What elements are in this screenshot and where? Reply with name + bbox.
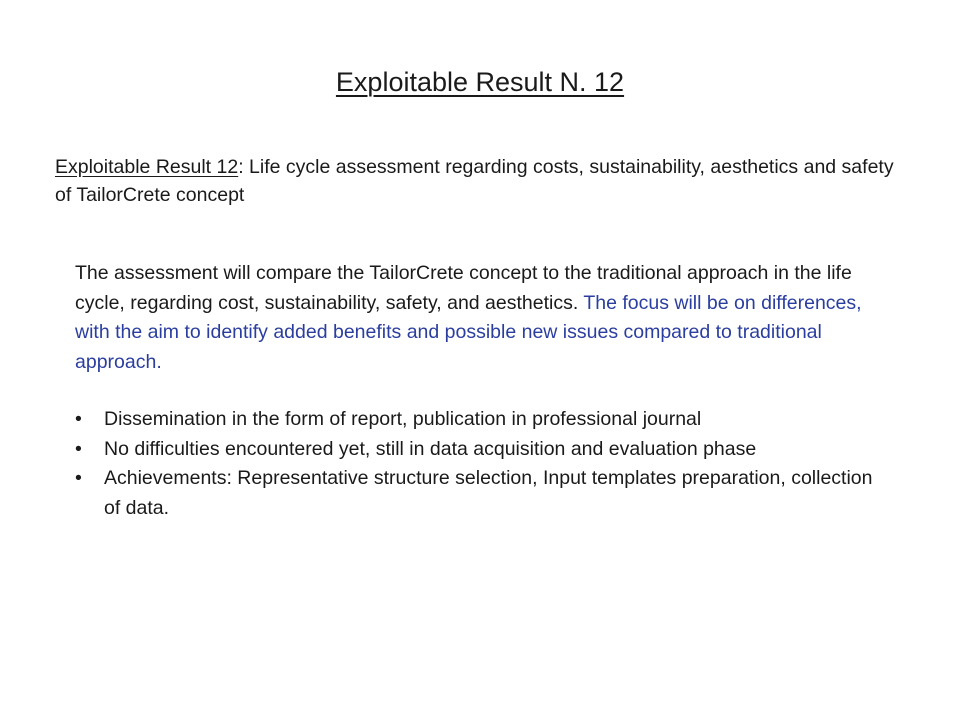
- result-label-separator: :: [238, 156, 244, 178]
- result-description-text: Life cycle assessment regarding costs, sustainability, aesthetics and safety of TailorCrete concept: [55, 156, 894, 206]
- assessment-paragraph: [75, 259, 875, 377]
- body-content: [75, 259, 875, 523]
- bullet-item-difficulties: [75, 435, 875, 465]
- slide-title: [0, 62, 960, 102]
- bullet-icon: •: [75, 467, 82, 489]
- bullet-icon: •: [75, 437, 82, 460]
- bullet-item-achievements: [75, 464, 875, 523]
- bullet-list: [75, 405, 875, 523]
- result-description: [55, 153, 915, 209]
- bullet-text: Dissemination in the form of report, publication in professional journal: [104, 408, 702, 430]
- bullet-icon: •: [75, 408, 82, 430]
- result-label: Exploitable Result 12: [55, 156, 239, 178]
- slide-title-text: Exploitable Result N. 12: [335, 67, 625, 97]
- bullet-text: Achievements: Representative structure selection, Input templates preparation, collection of data.: [104, 467, 873, 519]
- paragraph-plain-text: The assessment will compare the TailorCrete concept to the traditional approach in the life cycle, regarding cost, sustainability, safety, and aesthetics.: [75, 262, 852, 314]
- paragraph-highlighted-text: The focus will be on differences, with the aim to identify added benefits and possible new issues compared to traditional approach.: [75, 291, 862, 373]
- bullet-text: No difficulties encountered yet, still in data acquisition and evaluation phase: [104, 437, 757, 460]
- bullet-item-dissemination: [75, 405, 875, 435]
